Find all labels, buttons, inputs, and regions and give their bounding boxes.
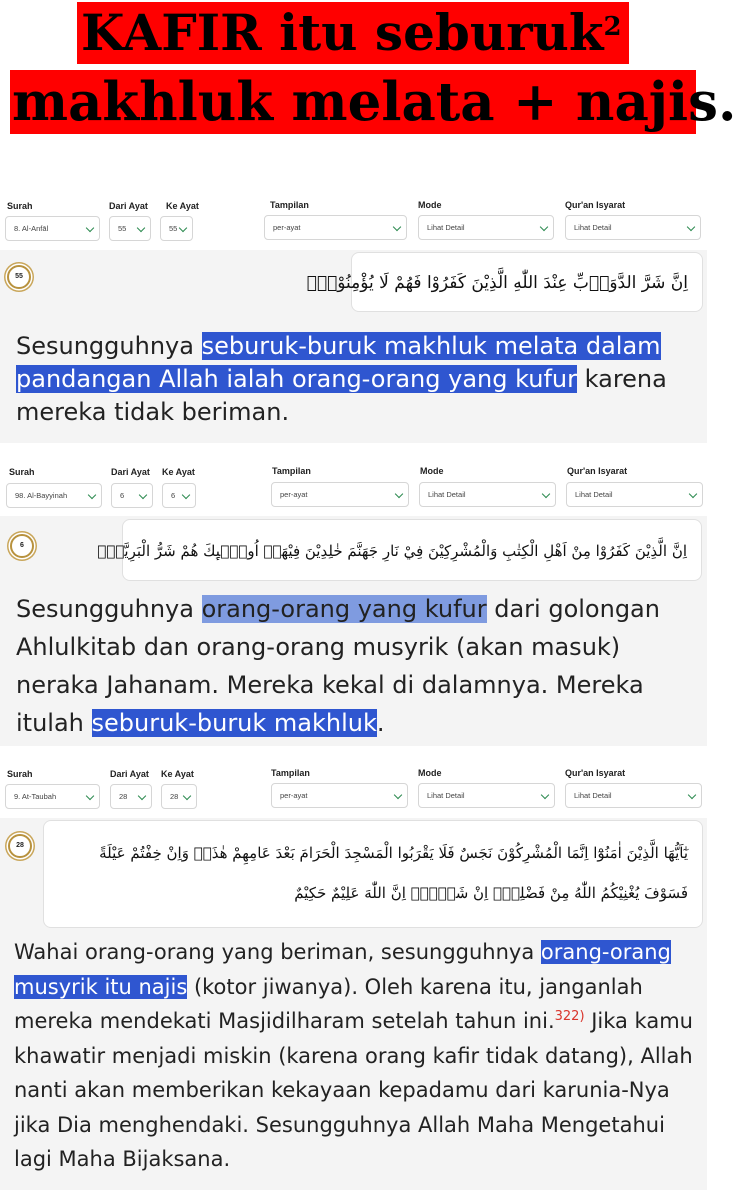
mode-label: Mode bbox=[420, 466, 444, 476]
isyarat-select[interactable] bbox=[566, 482, 703, 507]
filter-toolbar-3 bbox=[0, 760, 707, 818]
dari-ayat-value: 6 bbox=[120, 491, 125, 500]
dari-ayat-label: Dari Ayat bbox=[111, 467, 150, 477]
surah-label: Surah bbox=[7, 769, 33, 779]
chevron-down-icon bbox=[179, 224, 187, 232]
mode-label: Mode bbox=[418, 200, 442, 210]
mode-value: Lihat Detail bbox=[427, 791, 465, 800]
mode-value: Lihat Detail bbox=[428, 490, 466, 499]
highlighted-phrase: orang-orang yang kufur bbox=[201, 595, 487, 623]
ke-ayat-label: Ke Ayat bbox=[161, 769, 194, 779]
arabic-verse-line: يٰٓاَيُّهَا الَّذِيْنَ اٰمَنُوْٓا اِنَّمَا الْمُشْرِكُوْنَ نَجَسٌ فَلَا يَقْرَبُوا الْمَسْجِدَ الْحَرَامَ بَعْدَ عَامِهِمْ هٰذَاۚ وَاِنْ خِفْتُمْ عَيْلَةً bbox=[99, 844, 688, 862]
translation-part: Wahai orang-orang yang beriman, sesungguhnya bbox=[14, 940, 541, 964]
dari-ayat-select[interactable] bbox=[109, 216, 151, 241]
translation-part: (kotor jiwanya). Oleh karena itu, janganlah mereka mendekati Masjidilharam setelah tahun ini. bbox=[14, 974, 643, 1033]
chevron-down-icon bbox=[542, 490, 550, 498]
dari-ayat-value: 28 bbox=[119, 792, 128, 801]
dari-ayat-label: Dari Ayat bbox=[110, 769, 149, 779]
arabic-verse-line: فَسَوْفَ يُغْنِيْكُمُ اللّٰهُ مِنْ فَضْلِهٖٓ اِنْ شَاۤءَۗ اِنَّ اللّٰهَ عَلِيْمٌ حَكِيْمٌ bbox=[294, 884, 688, 902]
chevron-down-icon bbox=[139, 491, 147, 499]
title-superscript: 2 bbox=[603, 12, 622, 42]
chevron-down-icon bbox=[88, 491, 96, 499]
tampilan-select[interactable] bbox=[271, 783, 408, 808]
separator bbox=[0, 746, 707, 752]
chevron-down-icon bbox=[137, 224, 145, 232]
chevron-down-icon bbox=[395, 490, 403, 498]
dari-ayat-select[interactable] bbox=[111, 483, 153, 508]
translation-part: Sesungguhnya bbox=[16, 595, 202, 623]
chevron-down-icon bbox=[86, 792, 94, 800]
translation-part: karena mereka tidak beriman. bbox=[16, 365, 667, 426]
footnote-marker[interactable]: 322) bbox=[554, 1009, 585, 1024]
chevron-down-icon bbox=[540, 223, 548, 231]
translation-part: Sesungguhnya bbox=[16, 332, 202, 360]
isyarat-label: Qur'an Isyarat bbox=[565, 768, 626, 778]
ke-ayat-value: 55 bbox=[169, 224, 178, 233]
chevron-down-icon bbox=[394, 791, 402, 799]
surah-select[interactable] bbox=[5, 784, 100, 809]
tampilan-label: Tampilan bbox=[271, 768, 310, 778]
translation-text bbox=[14, 935, 693, 1177]
isyarat-label: Qur'an Isyarat bbox=[565, 200, 626, 210]
dari-ayat-select[interactable] bbox=[110, 784, 152, 809]
ayah-panel-1 bbox=[0, 250, 707, 443]
surah-value: 9. At-Taubah bbox=[14, 792, 57, 801]
arabic-verse-box bbox=[43, 820, 703, 928]
isyarat-value: Lihat Detail bbox=[574, 223, 612, 232]
translation-part: Jika kamu khawatir menjadi miskin (karena orang kafir tidak datang), Allah nanti akan memberikan kekayaan kepadamu dari karunia-Nya jika Dia menghendaki. Sesungguhnya Allah Maha Mengetahui lagi Maha Bijaksana. bbox=[14, 1009, 693, 1171]
translation-part: dari golongan Ahlulkitab dan orang-orang musyrik (akan masuk) neraka Jahanam. Mereka kekal di dalamnya. Mereka itulah bbox=[16, 595, 660, 737]
arabic-verse-line: اِنَّ الَّذِيْنَ كَفَرُوْا مِنْ اَهْلِ الْكِتٰبِ وَالْمُشْرِكِيْنَ فِيْ نَارِ جَهَنَّمَ خٰلِدِيْنَ فِيْهَاۗ اُولٰۤىِٕكَ هُمْ شَرُّ الْبَرِيَّةِۗ bbox=[97, 542, 687, 560]
tampilan-select[interactable] bbox=[271, 482, 409, 507]
ke-ayat-value: 28 bbox=[170, 792, 179, 801]
mode-select[interactable] bbox=[418, 215, 554, 240]
surah-label: Surah bbox=[7, 201, 33, 211]
isyarat-label: Qur'an Isyarat bbox=[567, 466, 628, 476]
title-banner-line-2 bbox=[10, 70, 736, 134]
isyarat-select[interactable] bbox=[565, 783, 702, 808]
arabic-verse-box bbox=[306, 252, 703, 312]
bottom-margin bbox=[0, 1190, 707, 1200]
chevron-down-icon bbox=[182, 491, 190, 499]
mode-select[interactable] bbox=[419, 482, 556, 507]
title-banner-line-1 bbox=[77, 2, 629, 64]
chevron-down-icon bbox=[687, 223, 695, 231]
ke-ayat-label: Ke Ayat bbox=[162, 467, 195, 477]
tampilan-value: per-ayat bbox=[280, 490, 308, 499]
mode-value: Lihat Detail bbox=[427, 223, 465, 232]
filter-toolbar-2 bbox=[0, 458, 707, 516]
chevron-down-icon bbox=[183, 792, 191, 800]
chevron-down-icon bbox=[86, 224, 94, 232]
ke-ayat-select[interactable] bbox=[162, 483, 196, 508]
separator bbox=[0, 443, 707, 449]
ke-ayat-label: Ke Ayat bbox=[166, 201, 199, 211]
tampilan-value: per-ayat bbox=[273, 223, 301, 232]
translation-text bbox=[16, 590, 693, 742]
ayah-number-badge: 6 bbox=[10, 534, 34, 558]
chevron-down-icon bbox=[138, 792, 146, 800]
surah-value: 8. Al-Anfāl bbox=[14, 224, 49, 233]
ke-ayat-select[interactable] bbox=[160, 216, 193, 241]
ke-ayat-value: 6 bbox=[171, 491, 176, 500]
tampilan-value: per-ayat bbox=[280, 791, 308, 800]
translation-part: . bbox=[376, 709, 385, 737]
ayah-panel-3 bbox=[0, 818, 707, 1190]
chevron-down-icon bbox=[688, 791, 696, 799]
ayah-number-badge: 28 bbox=[8, 834, 32, 858]
title-text-1: KAFIR itu seburuk bbox=[81, 3, 604, 62]
ayah-panel-2 bbox=[0, 516, 707, 746]
arabic-verse-line: اِنَّ شَرَّ الدَّوَاۤبِّ عِنْدَ اللّٰهِ الَّذِيْنَ كَفَرُوْا فَهُمْ لَا يُؤْمِنُوْنَۖ bbox=[306, 273, 688, 293]
title-text-2: makhluk melata + najis. bbox=[12, 71, 736, 133]
surah-select[interactable] bbox=[6, 483, 102, 508]
ayah-number-badge: 55 bbox=[7, 265, 31, 289]
dari-ayat-value: 55 bbox=[118, 224, 127, 233]
isyarat-value: Lihat Detail bbox=[575, 490, 613, 499]
tampilan-select[interactable] bbox=[264, 215, 407, 240]
surah-label: Surah bbox=[9, 467, 35, 477]
chevron-down-icon bbox=[689, 490, 697, 498]
surah-value: 98. Al-Bayyinah bbox=[15, 491, 68, 500]
isyarat-value: Lihat Detail bbox=[574, 791, 612, 800]
surah-select[interactable] bbox=[5, 216, 100, 241]
mode-label: Mode bbox=[418, 768, 442, 778]
tampilan-label: Tampilan bbox=[272, 466, 311, 476]
highlighted-phrase: seburuk-buruk makhluk bbox=[91, 709, 377, 737]
chevron-down-icon bbox=[393, 223, 401, 231]
highlighted-phrase: orang-orang musyrik itu najis bbox=[14, 940, 671, 999]
ke-ayat-select[interactable] bbox=[161, 784, 197, 809]
mode-select[interactable] bbox=[418, 783, 555, 808]
dari-ayat-label: Dari Ayat bbox=[109, 201, 148, 211]
arabic-verse-box bbox=[97, 519, 702, 581]
isyarat-select[interactable] bbox=[565, 215, 701, 240]
translation-text bbox=[16, 330, 693, 429]
highlighted-phrase: seburuk-buruk makhluk melata dalam pandangan Allah ialah orang-orang yang kufur bbox=[16, 332, 661, 393]
filter-toolbar-1 bbox=[0, 192, 707, 250]
chevron-down-icon bbox=[541, 791, 549, 799]
tampilan-label: Tampilan bbox=[270, 200, 309, 210]
